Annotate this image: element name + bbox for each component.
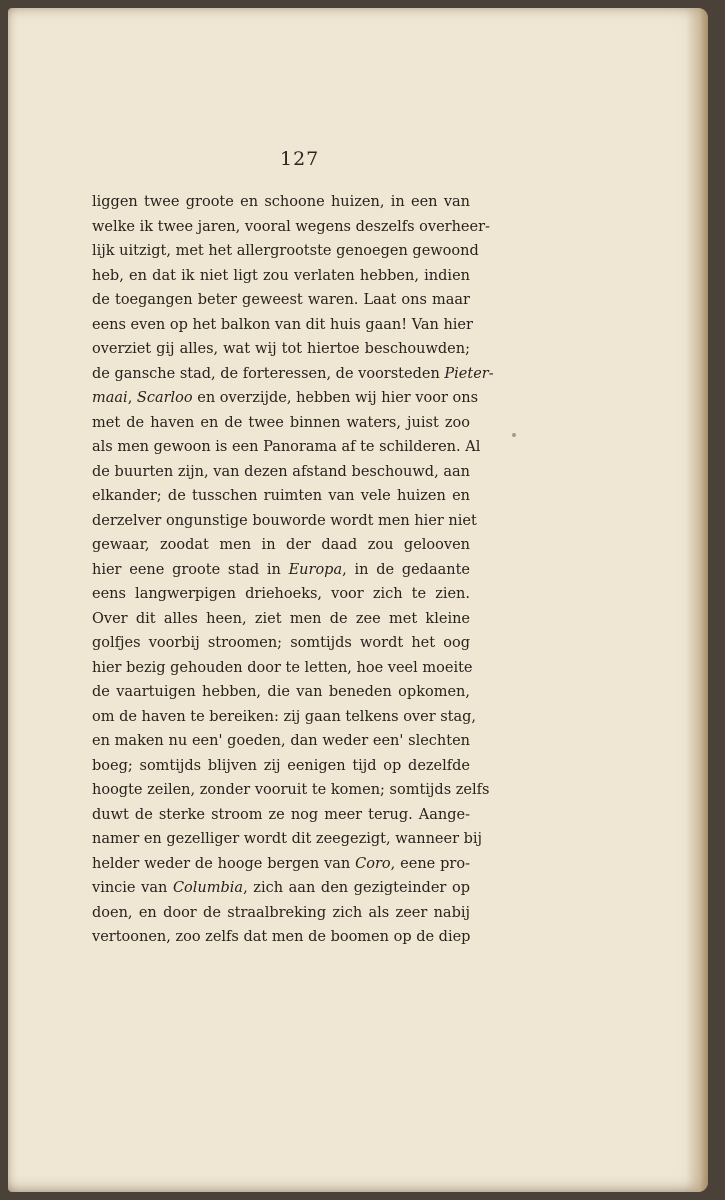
- text-segment: vertoonen, zoo zelfs dat men de boomen op de diep: [92, 929, 471, 945]
- paper-speck: [512, 433, 516, 437]
- text-segment: duwt de sterke stroom ze nog meer terug. Aange-: [92, 806, 470, 823]
- text-line: [92, 705, 477, 730]
- text-segment: om de haven te bereiken: zij gaan telkens over stag,: [92, 708, 477, 725]
- italic-text: Pieter-: [444, 365, 494, 382]
- text-segment: namer en gezelliger wordt dit zeegezigt, wanneer bij: [92, 831, 483, 847]
- text-line: [92, 680, 470, 705]
- text-line: [92, 190, 470, 215]
- text-line: [92, 729, 470, 754]
- text-line: [92, 754, 470, 779]
- text-segment: de buurten zijn, van dezen afstand beschouwd, aan: [92, 463, 470, 480]
- text-segment: elkander; de tusschen ruimten van vele huizen en: [92, 488, 470, 504]
- text-line: [92, 460, 470, 485]
- text-line: [92, 264, 470, 289]
- text-segment: derzelver ongunstige bouworde wordt men hier niet: [92, 512, 477, 529]
- text-segment: eens langwerpigen driehoeks, voor zich te zien.: [92, 586, 470, 602]
- text-line: [92, 313, 473, 338]
- text-line: [92, 827, 483, 852]
- text-segment: de vaartuigen hebben, die van beneden opkomen,: [92, 684, 470, 700]
- text-line: [92, 607, 470, 632]
- text-segment: liggen twee groote en schoone huizen, in een van: [92, 194, 470, 210]
- text-segment: doen, en door de straalbreking zich als zeer nabij: [92, 904, 470, 921]
- body-text: [92, 190, 494, 950]
- italic-text: maai: [92, 390, 128, 406]
- text-segment: ,: [127, 390, 137, 406]
- text-segment: de toegangen beter geweest waren. Laat ons maar: [92, 292, 470, 308]
- text-line: [92, 803, 470, 828]
- paper-sheet: [8, 8, 708, 1192]
- text-line: [92, 631, 470, 656]
- text-segment: met de haven en de twee binnen waters, juist zoo: [92, 414, 470, 431]
- text-line: [92, 901, 470, 926]
- italic-text: Coro: [355, 855, 391, 872]
- text-line: [92, 558, 470, 583]
- text-line: [92, 435, 481, 460]
- text-line: [92, 656, 473, 681]
- text-line: [92, 288, 470, 313]
- text-segment: als men gewoon is een Panorama af te schilderen. Al: [92, 439, 481, 455]
- text-segment: gewaar, zoodat men in der daad zou gelooven: [92, 537, 470, 553]
- text-segment: hoogte zeilen, zonder vooruit te komen; somtijds zelfs: [92, 782, 490, 798]
- text-line: [92, 533, 470, 558]
- text-line: [92, 509, 477, 534]
- text-segment: vincie van: [92, 880, 173, 896]
- text-segment: lijk uitzigt, met het allergrootste genoegen gewoond: [92, 243, 479, 259]
- text-line: [92, 876, 470, 901]
- text-segment: heb, en dat ik niet ligt zou verlaten hebben, indien: [92, 267, 470, 284]
- italic-text: Europa: [288, 561, 343, 578]
- page-number: 127: [280, 148, 320, 170]
- text-segment: eens even op het balkon van dit huis gaan! Van hier: [92, 316, 473, 333]
- italic-text: Columbia: [172, 880, 244, 896]
- text-line: [92, 386, 479, 411]
- text-line: [92, 925, 470, 950]
- text-line: [92, 239, 479, 264]
- text-segment: , in de gedaante: [342, 561, 470, 578]
- text-segment: boeg; somtijds blijven zij eenigen tijd op dezelfde: [92, 757, 470, 774]
- text-segment: hier bezig gehouden door te letten, hoe veel moeite: [92, 659, 473, 676]
- text-line: [92, 411, 470, 436]
- text-segment: , zich aan den gezigteinder op: [243, 880, 470, 896]
- text-line: [92, 362, 494, 387]
- text-segment: Over dit alles heen, ziet men de zee met kleine: [92, 610, 470, 627]
- text-line: [92, 778, 490, 803]
- page-edge-shadow: [686, 8, 708, 1192]
- text-line: [92, 852, 470, 877]
- text-line: [92, 582, 470, 607]
- text-line: [92, 484, 470, 509]
- text-segment: de gansche stad, de forteressen, de voorsteden: [92, 365, 445, 382]
- text-segment: golfjes voorbij stroomen; somtijds wordt het oog: [92, 635, 470, 651]
- text-line: [92, 215, 490, 240]
- text-segment: en overzijde, hebben wij hier voor ons: [192, 390, 479, 406]
- text-segment: en maken nu een' goeden, dan weder een' slechten: [92, 733, 470, 749]
- text-line: [92, 337, 470, 362]
- text-segment: hier eene groote stad in: [92, 561, 289, 578]
- text-segment: welke ik twee jaren, vooral wegens deszelfs overheer-: [92, 218, 490, 235]
- text-segment: , eene pro-: [390, 855, 470, 872]
- text-segment: overziet gij alles, wat wij tot hiertoe beschouwden;: [92, 341, 470, 357]
- text-segment: helder weder de hooge bergen van: [92, 855, 356, 872]
- italic-text: Scarloo: [136, 390, 193, 406]
